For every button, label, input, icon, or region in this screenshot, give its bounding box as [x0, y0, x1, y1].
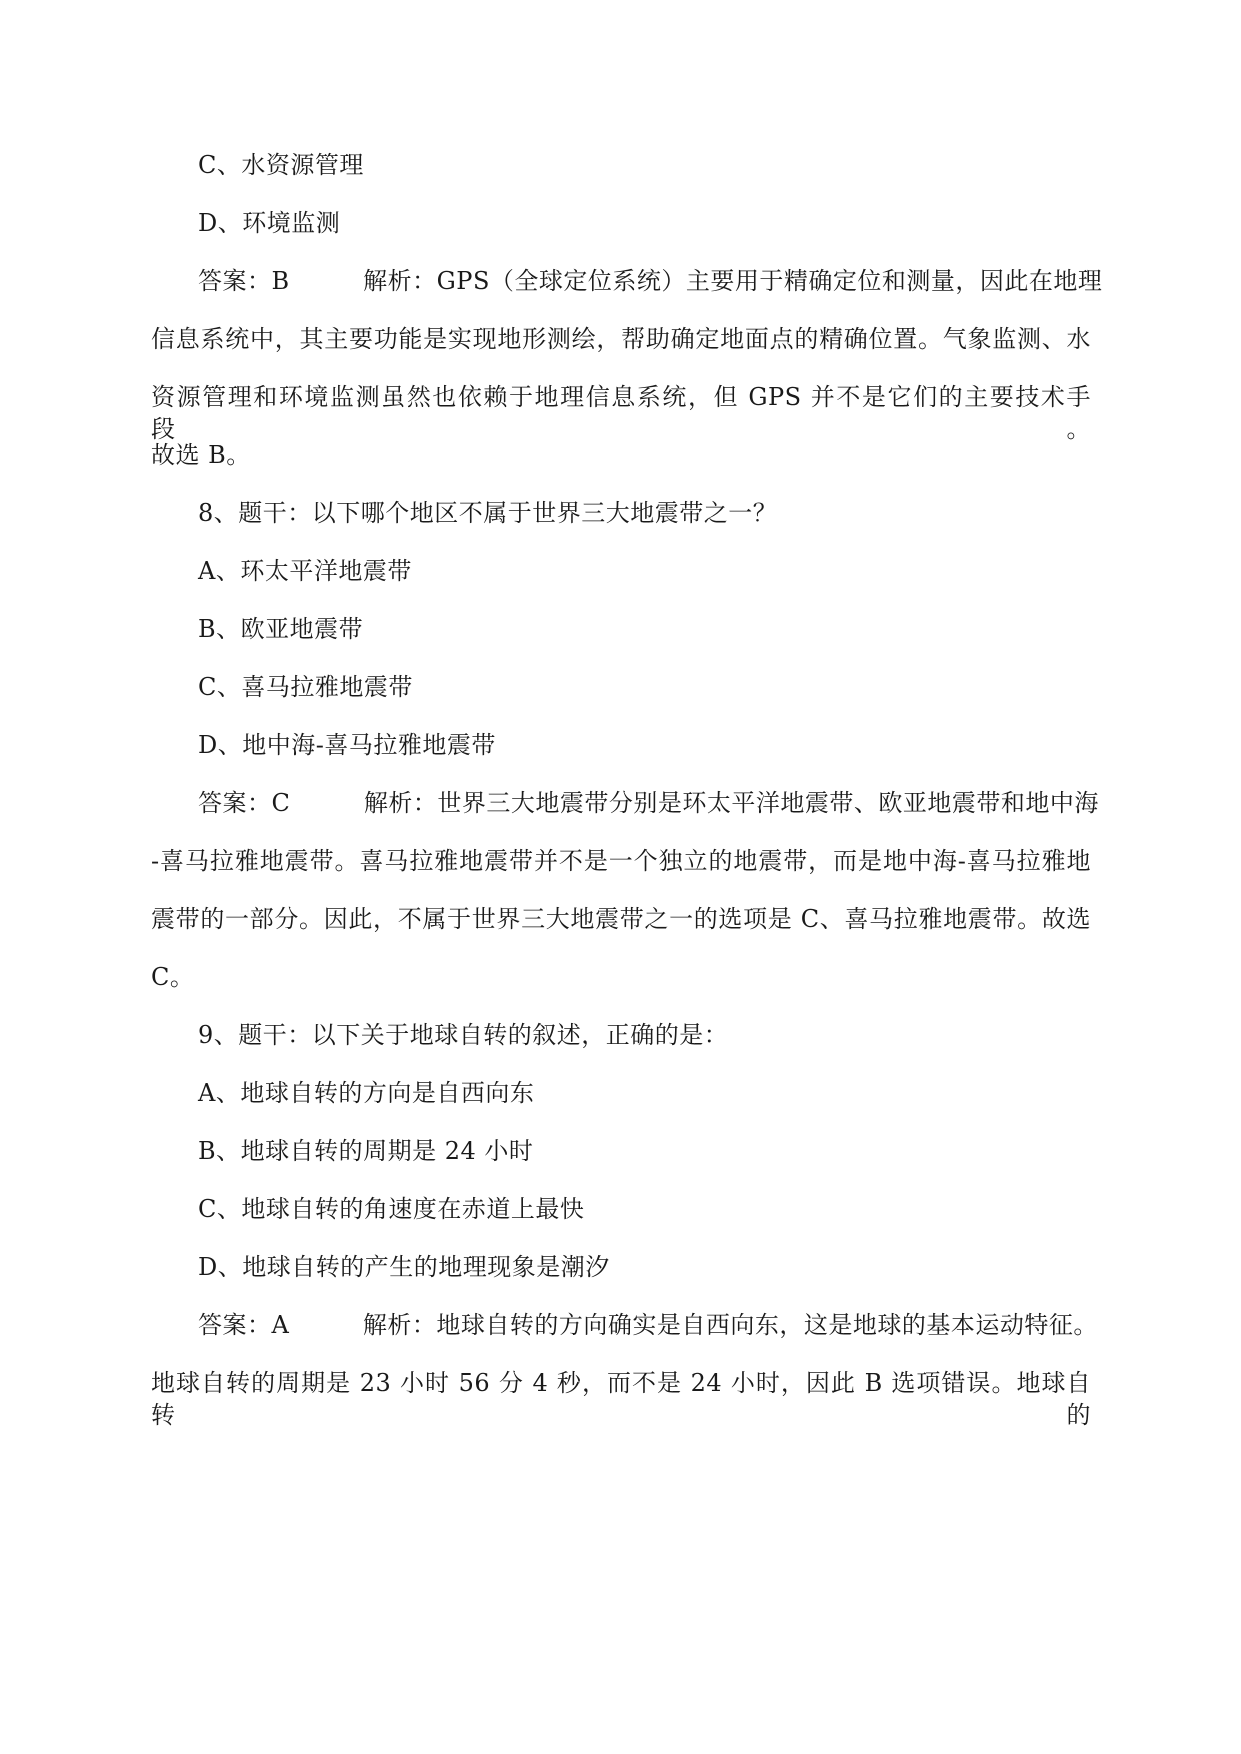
option-b-q9: B、地球自转的周期是 24 小时 — [198, 1137, 534, 1165]
answer-q7-line2: 信息系统中，其主要功能是实现地形测绘，帮助确定地面点的精确位置。气象监测、水 — [151, 325, 1091, 353]
answer-q9-line1: 答案：A 解析：地球自转的方向确实是自西向东，这是地球的基本运动特征。 — [198, 1311, 1098, 1339]
answer-q8-line2: -喜马拉雅地震带。喜马拉雅地震带并不是一个独立的地震带，而是地中海-喜马拉雅地 — [151, 847, 1091, 875]
option-a-q8: A、环太平洋地震带 — [198, 557, 412, 585]
question-8-stem: 8、题干：以下哪个地区不属于世界三大地震带之一？ — [198, 499, 778, 527]
answer-q7-line3: 资源管理和环境监测虽然也依赖于地理信息系统，但 GPS 并不是它们的主要技术手段。 — [151, 383, 1091, 443]
option-c-q7: C、水资源管理 — [198, 151, 364, 179]
answer-q7-line4: 故选 B。 — [151, 441, 251, 469]
option-d-q9: D、地球自转的产生的地理现象是潮汐 — [198, 1253, 610, 1281]
answer-q8-line3: 震带的一部分。因此，不属于世界三大地震带之一的选项是 C、喜马拉雅地震带。故选 — [151, 905, 1091, 933]
answer-q9-line2: 地球自转的周期是 23 小时 56 分 4 秒，而不是 24 小时，因此 B 选项错误。地球自转的 — [151, 1369, 1091, 1429]
option-a-q9: A、地球自转的方向是自西向东 — [198, 1079, 535, 1107]
option-d-q7: D、环境监测 — [198, 209, 341, 237]
answer-q7-line1: 答案：B 解析：GPS（全球定位系统）主要用于精确定位和测量，因此在地理 — [198, 267, 1103, 295]
option-d-q8: D、地中海-喜马拉雅地震带 — [198, 731, 496, 759]
option-b-q8: B、欧亚地震带 — [198, 615, 364, 643]
answer-q8-line1: 答案：C 解析：世界三大地震带分别是环太平洋地震带、欧亚地震带和地中海 — [198, 789, 1099, 817]
option-c-q8: C、喜马拉雅地震带 — [198, 673, 413, 701]
option-c-q9: C、地球自转的角速度在赤道上最快 — [198, 1195, 585, 1223]
answer-q8-line4: C。 — [151, 963, 195, 991]
question-9-stem: 9、题干：以下关于地球自转的叙述，正确的是： — [198, 1021, 729, 1049]
